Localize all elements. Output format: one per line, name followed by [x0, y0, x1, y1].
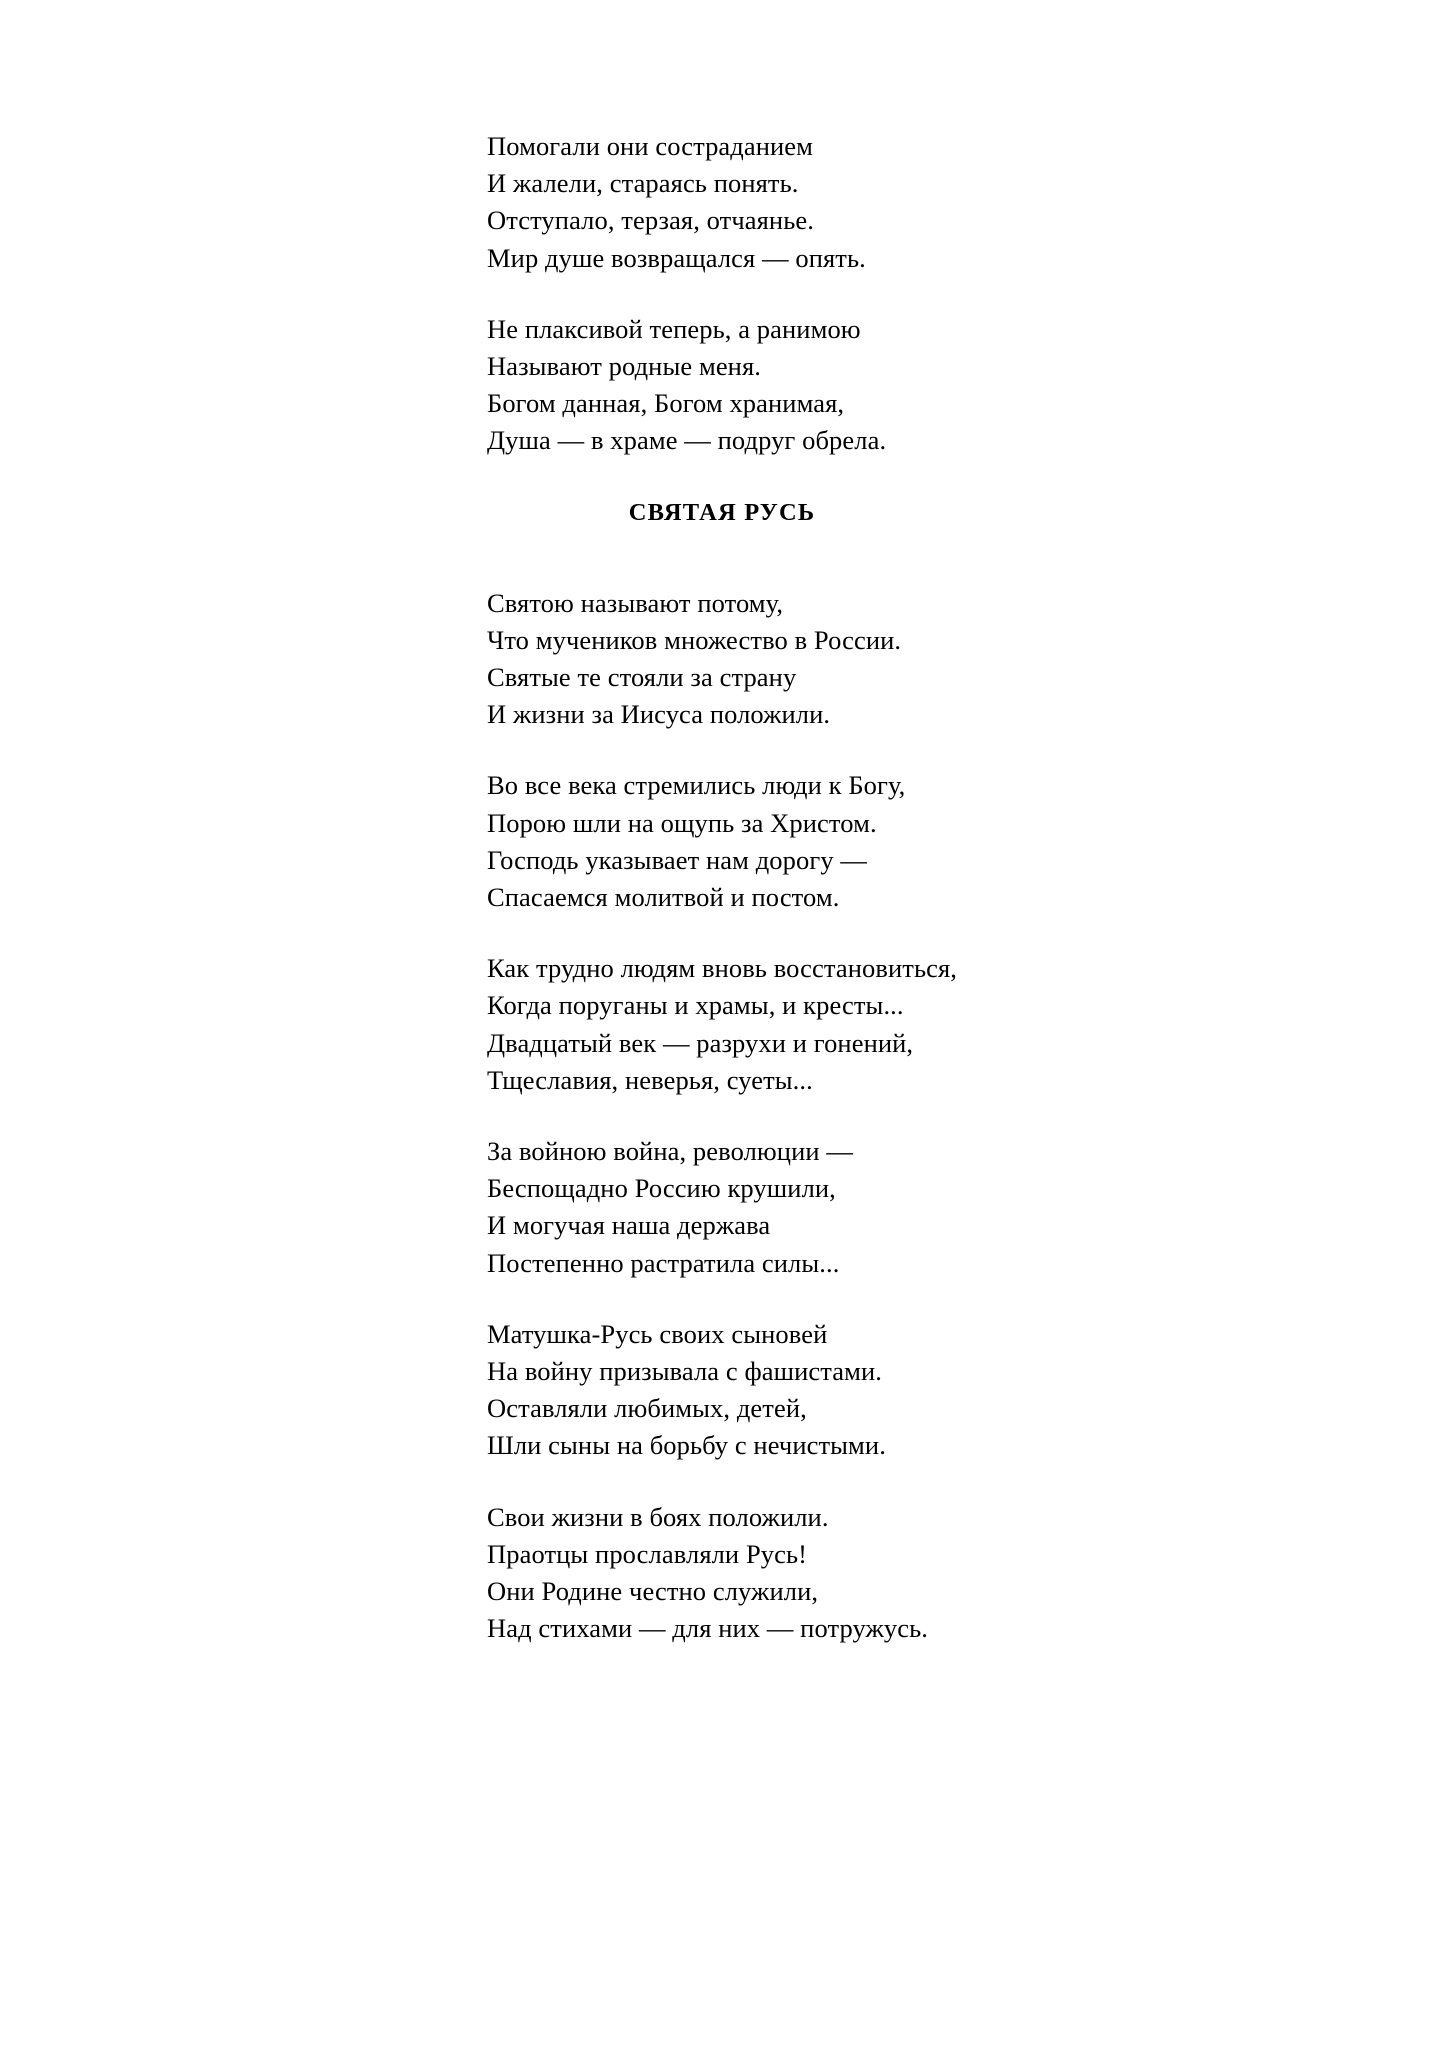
poem-line: Шли сыны на борьбу с нечистыми.	[487, 1430, 886, 1461]
stanza	[487, 1316, 1247, 1465]
poem-line: Оставляли любимых, детей,	[487, 1393, 807, 1424]
poem-line: Как трудно людям вновь восстановиться,	[487, 953, 958, 984]
stanza	[487, 1133, 1247, 1282]
stanza	[487, 311, 1247, 460]
poem-line: И могучая наша держава	[487, 1210, 771, 1241]
poem-line: Беспощадно Россию крушили,	[487, 1173, 836, 1204]
poem-line: На войну призывала с фашистами.	[487, 1356, 883, 1387]
poem-line: Не плаксивой теперь, а ранимою	[487, 313, 861, 344]
poem-line: Помогали они состраданием	[487, 131, 814, 161]
poem-line: За войною война, революции —	[487, 1136, 853, 1167]
poem-line: Что мучеников множество в России.	[487, 624, 902, 655]
poem-line: Душа — в храме — подруг обрела.	[487, 425, 887, 456]
poem-title-block	[487, 494, 1247, 531]
poem-line: Матушка-Русь своих сыновей	[487, 1318, 828, 1349]
poem-title: СВЯТАЯ РУСЬ	[628, 498, 816, 526]
poem-line: Спасаемся молитвой и постом.	[487, 882, 840, 913]
poem-line: И жизни за Иисуса положили.	[487, 699, 831, 730]
poem-line: И жалели, стараясь понять.	[487, 168, 799, 199]
stanza	[487, 950, 1247, 1099]
poem-line: Святою называют потому,	[487, 587, 784, 618]
stanza	[487, 767, 1247, 916]
poem-line: Над стихами — для них — потружусь.	[487, 1613, 928, 1644]
poem-line: Называют родные меня.	[487, 351, 761, 382]
poem-line: Богом данная, Богом хранимая,	[487, 388, 845, 419]
poem-continuation	[487, 128, 1247, 460]
poem-line: Они Родине честно служили,	[487, 1576, 819, 1607]
stanza	[487, 128, 1247, 277]
poem-line: Двадцатый век — разрухи и гонений,	[487, 1027, 914, 1058]
poem-line: Праотцы прославляли Русь!	[487, 1538, 808, 1569]
poem-line: Свои жизни в боях положили.	[487, 1501, 829, 1532]
poem-line: Во все века стремились люди к Богу,	[487, 770, 906, 801]
poem-line: Святые те стояли за страну	[487, 662, 797, 693]
poem-line: Порою шли на ощупь за Христом.	[487, 807, 877, 838]
poem-line: Постепенно растратила силы...	[487, 1247, 840, 1278]
poem-line: Господь указывает нам дорогу —	[487, 844, 867, 875]
page-content	[487, 128, 1247, 1682]
stanza	[487, 585, 1247, 734]
poem-line: Тщеславия, неверья, суеты...	[487, 1064, 813, 1095]
poem-line: Отступало, терзая, отчаянье.	[487, 205, 814, 236]
poem-line: Мир душе возвращался — опять.	[487, 242, 866, 273]
stanza	[487, 1499, 1247, 1648]
poem-svyataya-rus	[487, 494, 1247, 1648]
poem-line: Когда поруганы и храмы, и кресты...	[487, 990, 904, 1021]
